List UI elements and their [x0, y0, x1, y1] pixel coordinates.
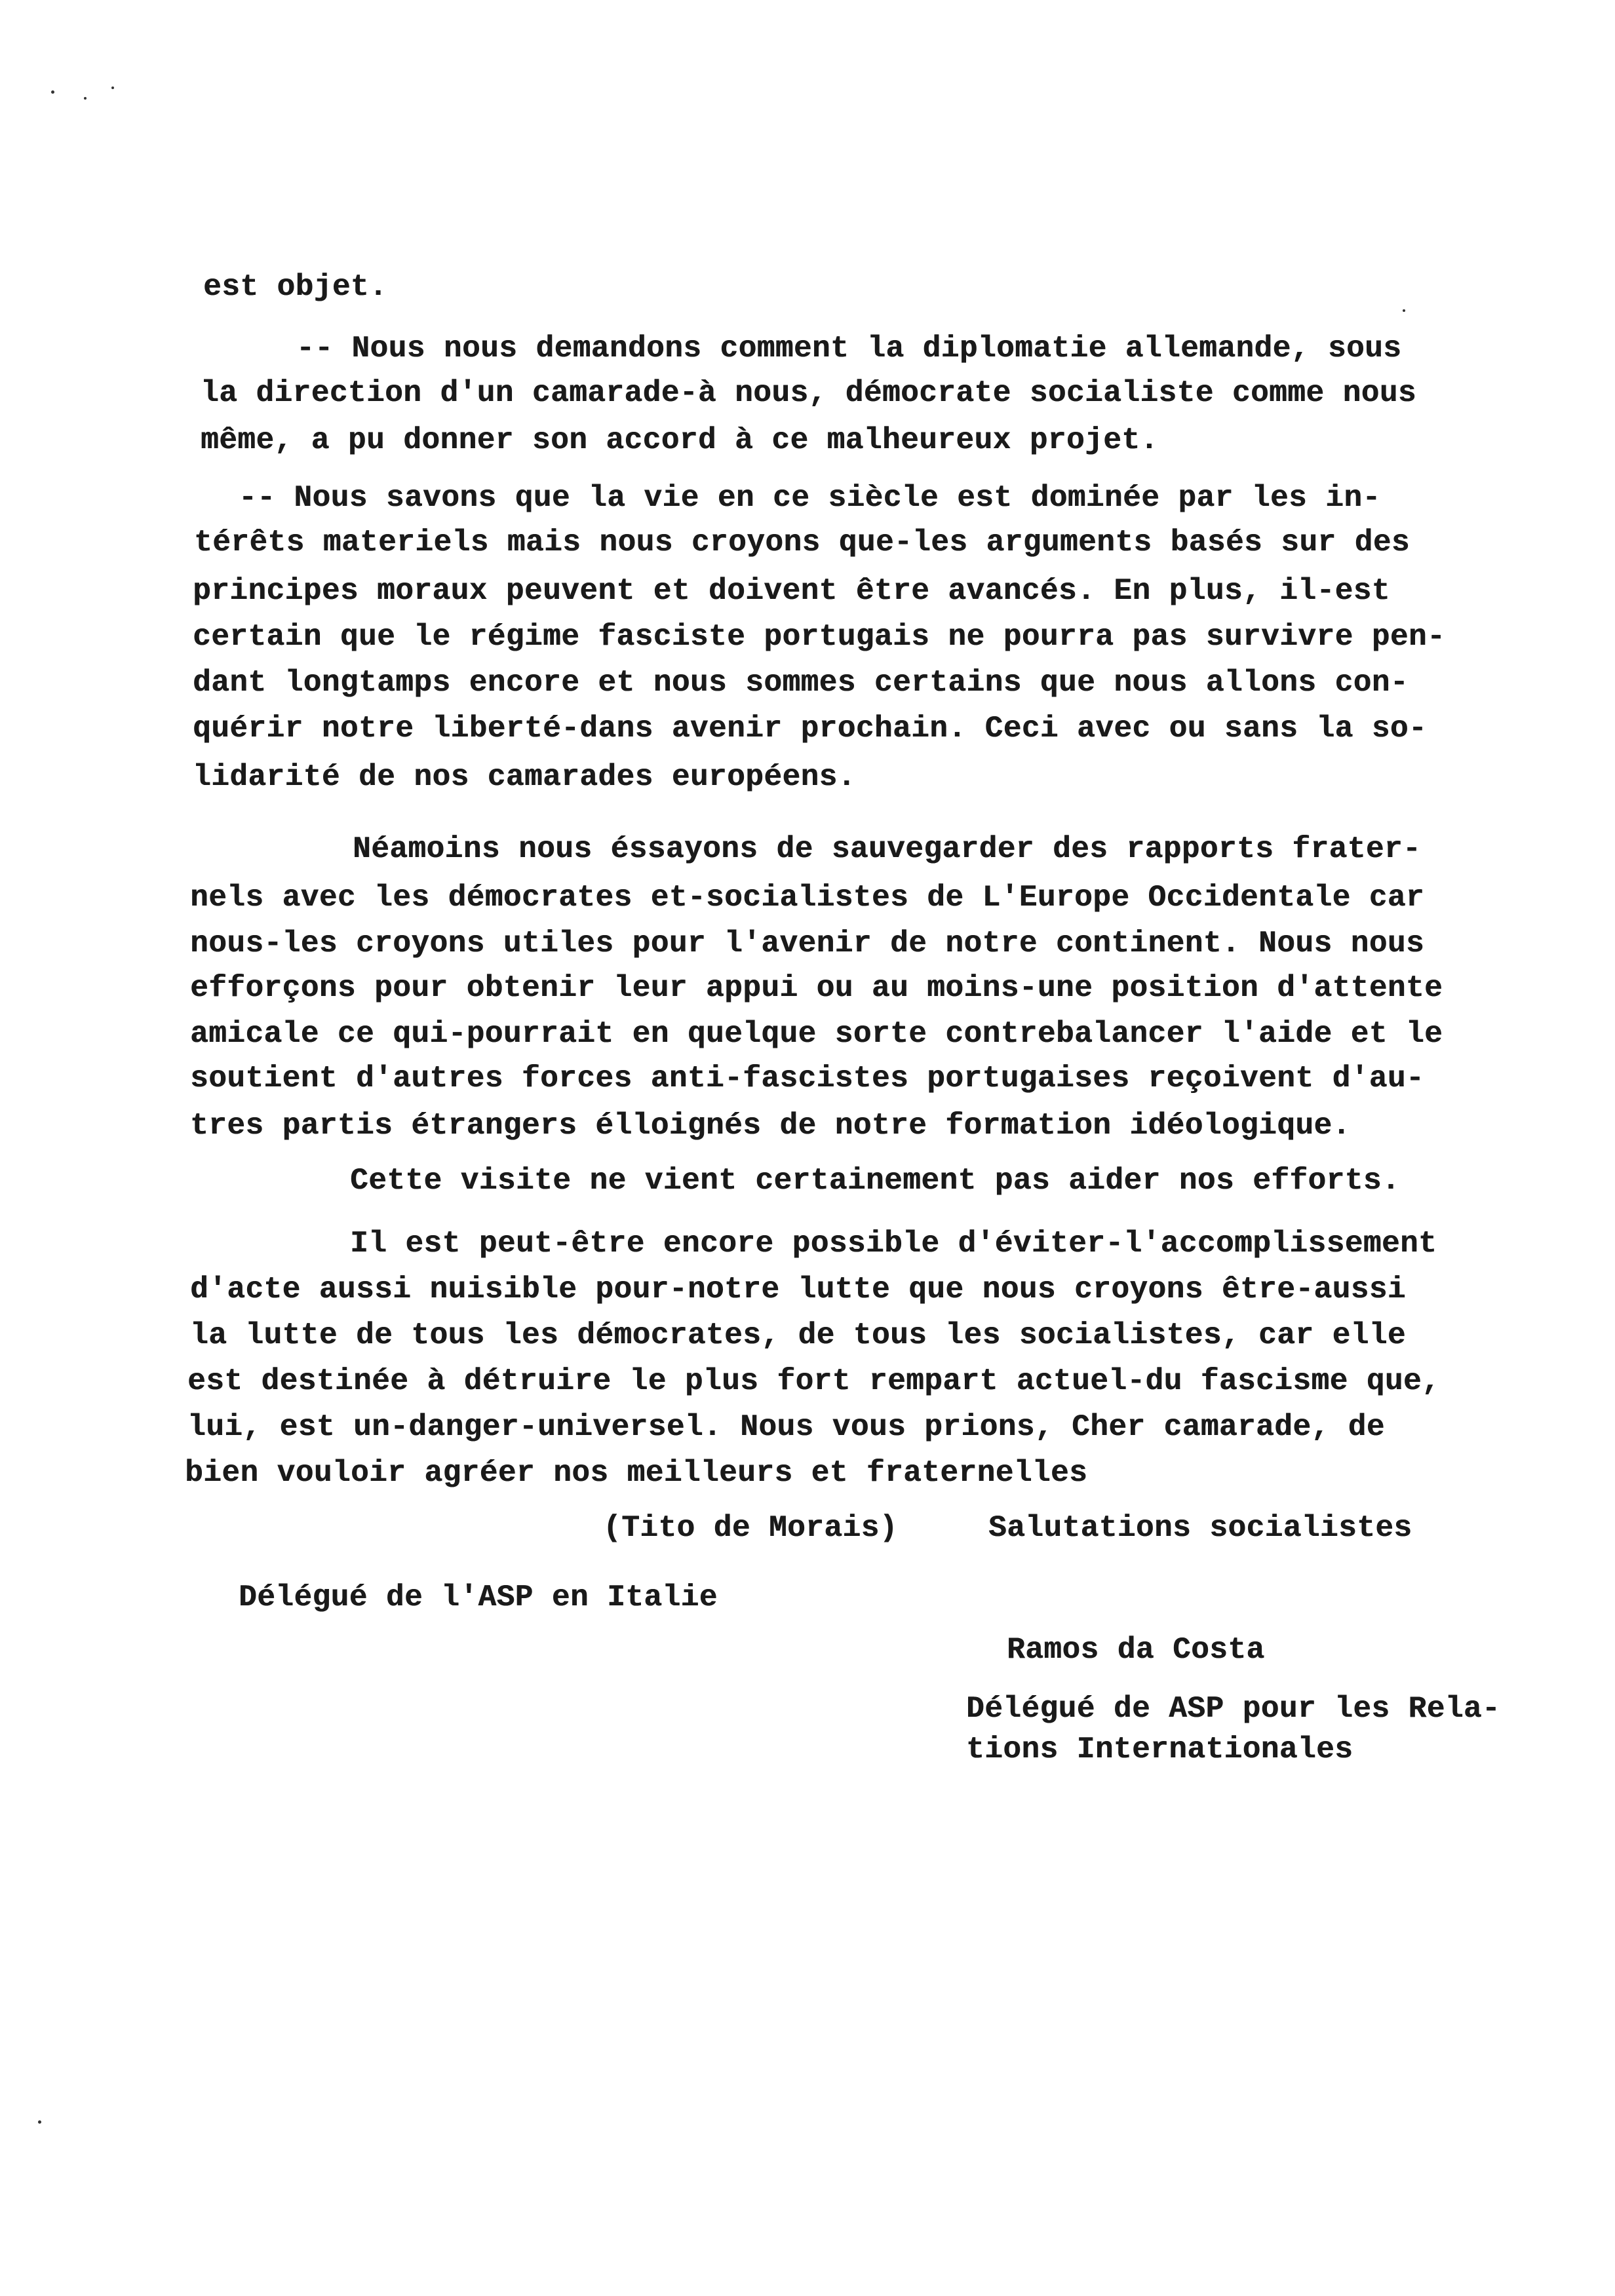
letter-line-13: nels avec les démocrates et-socialistes de L'Europe Occidentale car: [190, 881, 1425, 915]
letter-line-17: soutient d'autres forces anti-fascistes portugaises reçoivent d'au-: [190, 1062, 1425, 1096]
letter-line-23: est destinée à détruire le plus fort rempart actuel-du fascisme que,: [187, 1364, 1441, 1398]
letter-line-19: Cette visite ne vient certainement pas aider nos efforts.: [350, 1164, 1400, 1198]
closing-salutation: Salutations socialistes: [988, 1511, 1412, 1545]
letter-line-7: principes moraux peuvent et doivent être avancés. En plus, il-est: [193, 574, 1390, 608]
signature-tito-de-morais: (Tito de Morais): [603, 1511, 898, 1545]
letter-line-11: lidarité de nos camarades européens.: [193, 760, 856, 794]
letter-line-3: la direction d'un camarade-à nous, démocrate socialiste comme nous: [201, 376, 1416, 410]
letter-line-14: nous-les croyons utiles pour l'avenir de notre continent. Nous nous: [190, 927, 1425, 961]
letter-line-6: térêts materiels mais nous croyons que-les arguments basés sur des: [194, 526, 1410, 560]
letter-line-25: bien vouloir agréer nos meilleurs et fraternelles: [185, 1456, 1088, 1490]
letter-line-18: tres partis étrangers élloignés de notre formation idéologique.: [190, 1109, 1351, 1143]
letter-line-10: quérir notre liberté-dans avenir prochain. Ceci avec ou sans la so-: [193, 712, 1428, 746]
letter-line-16: amicale ce qui-pourrait en quelque sorte contrebalancer l'aide et le: [190, 1017, 1443, 1051]
letter-line-4: même, a pu donner son accord à ce malheureux projet.: [201, 423, 1159, 457]
letter-line-21: d'acte aussi nuisible pour-notre lutte que nous croyons être-aussi: [190, 1272, 1406, 1307]
letter-line-12: Néamoins nous éssayons de sauvegarder des rapports frater-: [353, 832, 1422, 866]
letter-line-1: est objet.: [203, 270, 388, 304]
delegate-italy-title: Délégué de l'ASP en Italie: [239, 1580, 718, 1615]
letter-line-9: dant longtamps encore et nous sommes certains que nous allons con-: [193, 666, 1409, 700]
letter-line-8: certain que le régime fasciste portugais ne pourra pas survivre pen-: [193, 620, 1446, 654]
letter-line-2: -- Nous nous demandons comment la diplomatie allemande, sous: [296, 332, 1402, 366]
letter-line-5: -- Nous savons que la vie en ce siècle est dominée par les in-: [239, 481, 1381, 515]
letter-line-22: la lutte de tous les démocrates, de tous les socialistes, car elle: [190, 1318, 1406, 1352]
letter-line-20: Il est peut-être encore possible d'éviter-l'accomplissement: [350, 1227, 1437, 1261]
signer-2-title-line-1: Délégué de ASP pour les Rela-: [966, 1692, 1501, 1726]
letter-line-24: lui, est un-danger-universel. Nous vous prions, Cher camarade, de: [187, 1410, 1385, 1444]
signer-2-title-line-2: tions Internationales: [966, 1732, 1353, 1767]
letter-line-15: efforçons pour obtenir leur appui ou au moins-une position d'attente: [190, 971, 1443, 1005]
signature-ramos-da-costa: Ramos da Costa: [1007, 1633, 1265, 1667]
